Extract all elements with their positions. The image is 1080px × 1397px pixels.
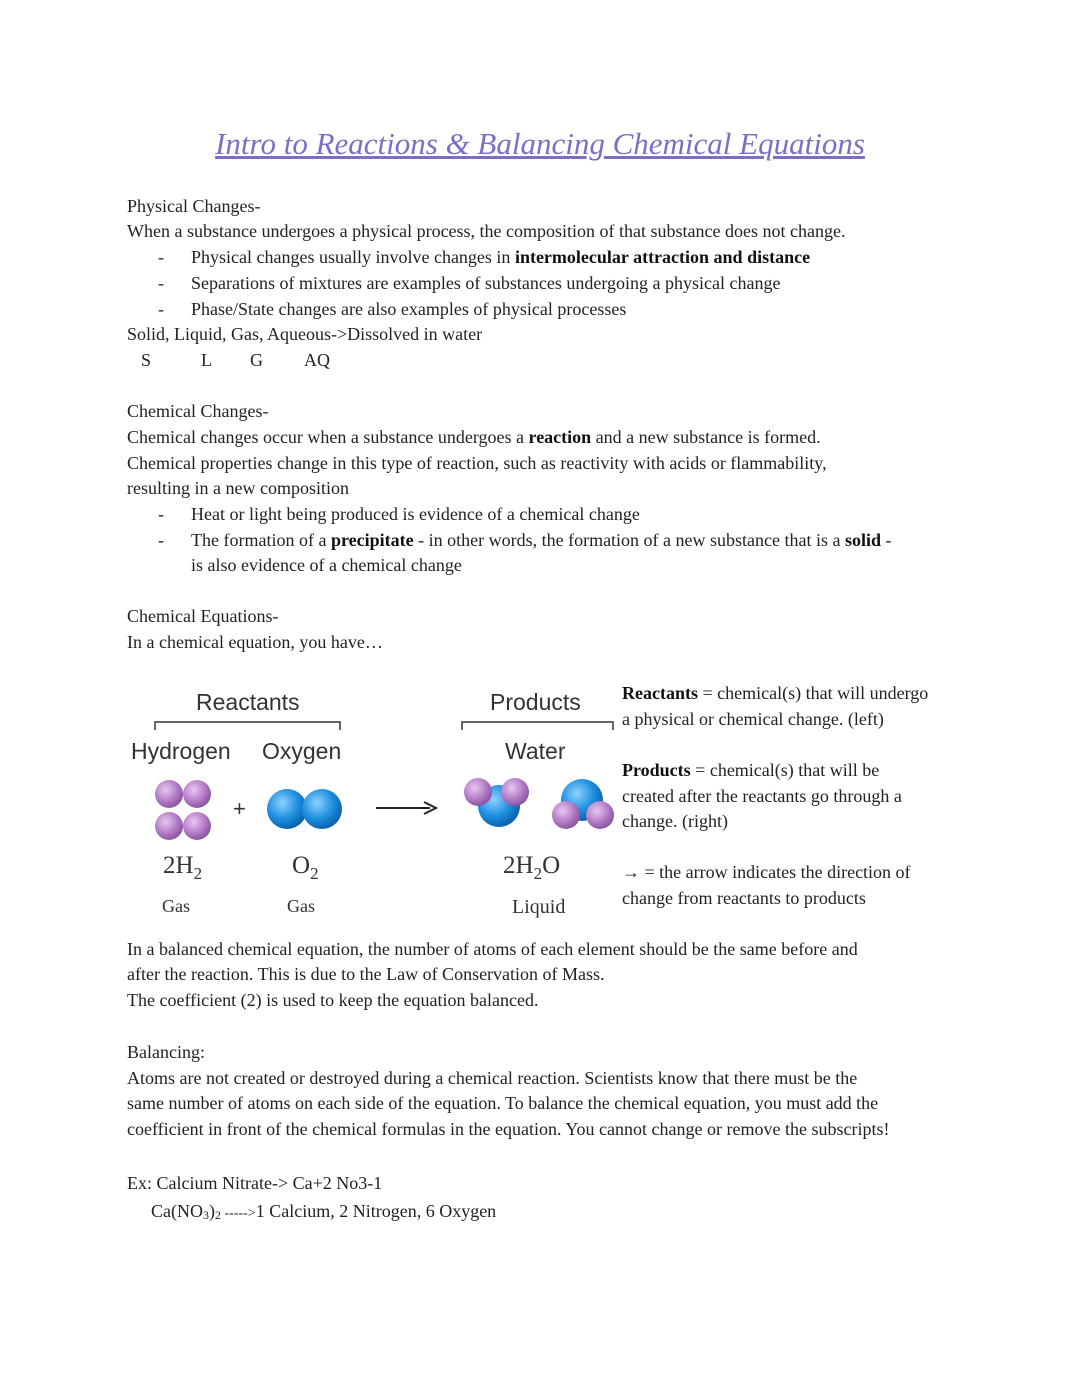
balanced-line-2: after the reaction. This is due to the Law of Conservation of Mass. <box>127 964 605 984</box>
balancing-line-1: Atoms are not created or destroyed during a chemical reaction. Scientists know that there must be the <box>127 1068 858 1088</box>
abbrev-l: L <box>201 350 212 370</box>
water-molecule-icon <box>464 778 529 827</box>
products-definition-cont-1: created after the reactants go through a <box>622 786 902 806</box>
products-label: Products <box>490 689 581 715</box>
bold-solid: solid <box>845 530 882 550</box>
bullet-dash: - <box>158 530 164 550</box>
balanced-line-3: The coefficient (2) is used to keep the equation balanced. <box>127 990 539 1010</box>
chemical-line-2: Chemical properties change in this type of reaction, such as reactivity with acids or flammability, <box>127 453 827 473</box>
h2-formula <box>163 852 202 884</box>
balancing-heading: Balancing: <box>127 1042 205 1062</box>
arrow-definition: → = the arrow indicates the direction of <box>622 862 911 882</box>
chemical-heading: Chemical Changes- <box>127 401 269 421</box>
chemical-bullet-2-cont: is also evidence of a chemical change <box>191 555 462 575</box>
formula-text: 2H <box>163 852 194 879</box>
water-molecule-icon <box>552 779 614 829</box>
h2o-formula <box>503 852 560 884</box>
o2-formula <box>292 852 319 884</box>
formula-subscript: 3 <box>203 1208 209 1222</box>
text-segment: = chemical(s) that will be <box>690 760 880 780</box>
formula-text: 2H <box>503 852 534 879</box>
physical-heading: Physical Changes- <box>127 196 261 216</box>
text-segment: The formation of a <box>191 530 331 550</box>
balanced-line-1: In a balanced chemical equation, the number of atoms of each element should be the same before and <box>127 939 858 959</box>
state-gas-1: Gas <box>162 896 190 916</box>
example-line-1: Ex: Calcium Nitrate-> Ca+2 No3-1 <box>127 1173 383 1193</box>
oxygen-label: Oxygen <box>262 738 342 764</box>
bold-reaction: reaction <box>528 427 592 447</box>
water-label: Water <box>505 738 566 764</box>
chemical-bullet-1: Heat or light being produced is evidence of a chemical change <box>191 504 640 524</box>
state-liquid: Liquid <box>512 896 566 918</box>
balancing-line-2: same number of atoms on each side of the equation. To balance the chemical equation, you must add the <box>127 1093 879 1113</box>
example-result: 1 Calcium, 2 Nitrogen, 6 Oxygen <box>255 1201 497 1221</box>
chemical-line-3: resulting in a new composition <box>127 478 349 498</box>
formula-text: O <box>542 852 561 879</box>
bullet-text: Physical changes usually involve changes in <box>191 247 515 267</box>
bold-reactants: Reactants <box>622 683 698 703</box>
bullet-dash: - <box>158 504 164 524</box>
abbrev-s: S <box>141 350 152 370</box>
oxygen-molecule-icon <box>267 789 342 829</box>
abbrev-g: G <box>250 350 263 370</box>
formula-subscript: 2 <box>310 864 319 883</box>
bold-products: Products <box>622 760 691 780</box>
formula-text: ) <box>209 1201 215 1221</box>
balancing-line-3: coefficient in front of the chemical formulas in the equation. You cannot change or remove the subscripts! <box>127 1119 890 1139</box>
formula-subscript: 2 <box>193 864 203 883</box>
formula-subscript: 2 <box>533 864 543 883</box>
abbrev-aq: AQ <box>304 350 330 370</box>
text-segment: = chemical(s) that will undergo <box>697 683 929 703</box>
products-bracket <box>462 722 613 730</box>
hydrogen-molecule-icon <box>155 780 211 808</box>
arrow-definition-cont: change from reactants to products <box>622 888 866 908</box>
text-segment: - in other words, the formation of a new substance that is a <box>413 530 845 550</box>
formula-text: Ca(NO <box>151 1201 203 1221</box>
text-segment: and a new substance is formed. <box>591 427 821 447</box>
formula-subscript: 2 <box>215 1208 221 1222</box>
states-line: Solid, Liquid, Gas, Aqueous->Dissolved in water <box>127 324 483 344</box>
products-definition-cont-2: change. (right) <box>622 811 728 831</box>
physical-bullet-3: Phase/State changes are also examples of physical processes <box>191 299 627 319</box>
bullet-bold-text: intermolecular attraction and distance <box>514 247 811 267</box>
example-arrow: -----> <box>221 1206 256 1221</box>
text-segment: Chemical changes occur when a substance undergoes a <box>127 427 529 447</box>
reactants-label: Reactants <box>196 689 300 715</box>
hydrogen-molecule-icon <box>155 812 211 840</box>
reactants-bracket <box>155 722 340 730</box>
reactants-definition-cont: a physical or chemical change. (left) <box>622 709 884 729</box>
bold-precipitate: precipitate <box>330 530 414 550</box>
physical-intro: When a substance undergoes a physical process, the composition of that substance does not change. <box>127 221 846 241</box>
equations-heading: Chemical Equations- <box>127 606 279 626</box>
physical-bullet-2: Separations of mixtures are examples of substances undergoing a physical change <box>191 273 781 293</box>
page-title: Intro to Reactions & Balancing Chemical Equations <box>215 126 865 161</box>
bullet-dash: - <box>158 299 164 319</box>
plus-sign: + <box>233 796 246 821</box>
example-line-2 <box>151 1201 496 1223</box>
hydrogen-label: Hydrogen <box>131 738 231 764</box>
reaction-arrow-icon <box>376 802 436 814</box>
equations-intro: In a chemical equation, you have… <box>127 632 383 652</box>
reactants-definition <box>622 683 928 704</box>
bullet-dash: - <box>158 247 164 267</box>
state-gas-2: Gas <box>287 896 315 916</box>
formula-text: O <box>292 852 311 879</box>
text-segment: - <box>881 530 892 550</box>
products-definition <box>622 760 879 781</box>
bullet-dash: - <box>158 273 164 293</box>
